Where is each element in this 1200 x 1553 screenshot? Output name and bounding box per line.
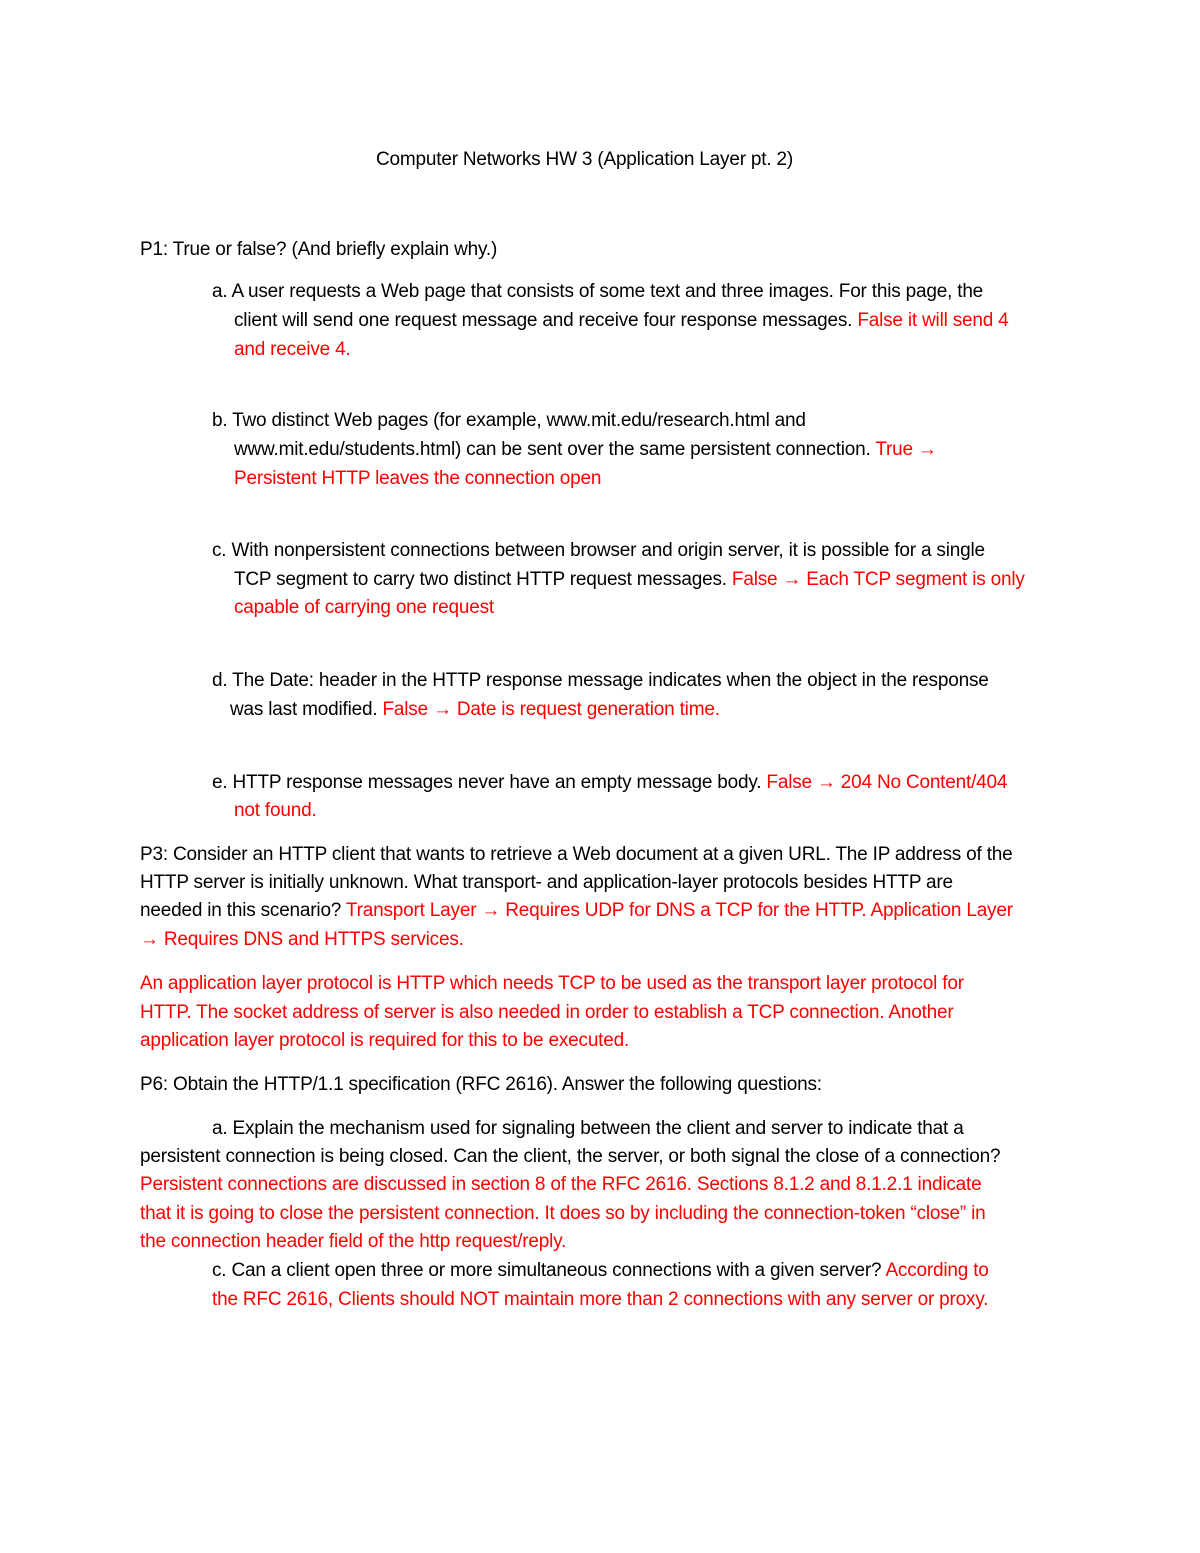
p3-answer-para-line3: application layer protocol is required for this to be executed. bbox=[140, 1030, 630, 1051]
p3-line4 bbox=[140, 928, 464, 952]
p3-line3 bbox=[140, 899, 1013, 923]
p1-d-question-text: was last modified. bbox=[230, 699, 383, 720]
p1-b-line2 bbox=[234, 438, 937, 462]
p6-a-line1: a. Explain the mechanism used for signaling between the client and server to indicate that a bbox=[212, 1118, 964, 1139]
p1-heading: P1: True or false? (And briefly explain why.) bbox=[140, 239, 498, 260]
p1-a-line1: a. A user requests a Web page that consists of some text and three images. For this page, the bbox=[212, 281, 984, 302]
arrow-icon: → bbox=[481, 900, 501, 921]
document-title: Computer Networks HW 3 (Application Layer pt. 2) bbox=[376, 149, 794, 170]
p1-e-question-text: e. HTTP response messages never have an empty message body. bbox=[212, 772, 767, 793]
p1-d-line1: d. The Date: header in the HTTP response message indicates when the object in the response bbox=[212, 670, 989, 691]
p1-d-answer-detail: Date is request generation time. bbox=[451, 699, 720, 720]
arrow-icon: → bbox=[432, 699, 452, 720]
p6-c-line2: the RFC 2616, Clients should NOT maintain more than 2 connections with any server or proxy. bbox=[212, 1289, 989, 1310]
p1-a-line2 bbox=[234, 309, 1009, 333]
p1-b-line3: Persistent HTTP leaves the connection open bbox=[234, 468, 602, 489]
p1-c-line2 bbox=[234, 568, 1025, 592]
arrow-icon: → bbox=[782, 569, 802, 590]
p6-heading: P6: Obtain the HTTP/1.1 specification (RFC 2616). Answer the following questions: bbox=[140, 1074, 822, 1095]
p6-c-answer: According to bbox=[885, 1260, 989, 1281]
p3-answer-para-line2: HTTP. The socket address of server is also needed in order to establish a TCP connection. Another bbox=[140, 1002, 954, 1023]
p1-c-line1: c. With nonpersistent connections between browser and origin server, it is possible for a single bbox=[212, 540, 985, 561]
p3-answer-detail: Requires UDP for DNS a TCP for the HTTP. Application Layer bbox=[500, 900, 1013, 921]
p1-c-answer-detail: Each TCP segment is only bbox=[801, 569, 1025, 590]
p1-c-question-text: TCP segment to carry two distinct HTTP request messages. bbox=[234, 569, 732, 590]
p6-c-line1 bbox=[212, 1259, 989, 1283]
p6-a-line3: Persistent connections are discussed in section 8 of the RFC 2616. Sections 8.1.2 and 8.1.2.1 indicate bbox=[140, 1174, 982, 1195]
p1-b-question-text: www.mit.edu/students.html) can be sent over the same persistent connection. bbox=[234, 439, 876, 460]
p1-e-line2: not found. bbox=[234, 800, 317, 821]
p1-b-line1: b. Two distinct Web pages (for example, www.mit.edu/research.html and bbox=[212, 410, 806, 431]
p1-d-answer: False bbox=[382, 699, 428, 720]
p1-a-answer: False it will send 4 bbox=[857, 310, 1009, 331]
arrow-icon: → bbox=[140, 929, 159, 950]
p3-answer-continued: Requires DNS and HTTPS services. bbox=[158, 929, 464, 950]
p1-c-answer: False bbox=[731, 569, 778, 590]
p1-a-line3: and receive 4. bbox=[234, 339, 351, 360]
p3-line2: HTTP server is initially unknown. What transport- and application-layer protocols besides HTTP are bbox=[140, 872, 953, 893]
p1-e-answer-detail: 204 No Content/404 bbox=[835, 772, 1008, 793]
p3-question-text: needed in this scenario? bbox=[140, 900, 346, 921]
p6-a-line2: persistent connection is being closed. Can the client, the server, or both signal the close of a connection? bbox=[140, 1146, 1001, 1167]
p6-a-line4: that it is going to close the persistent connection. It does so by including the connection-token “close” in bbox=[140, 1203, 986, 1224]
p3-answer-para-line1: An application layer protocol is HTTP which needs TCP to be used as the transport layer protocol for bbox=[140, 973, 964, 994]
p6-a-line5: the connection header field of the http request/reply. bbox=[140, 1231, 567, 1252]
p3-line1: P3: Consider an HTTP client that wants to retrieve a Web document at a given URL. The IP address of the bbox=[140, 844, 1013, 865]
p6-c-question-text: c. Can a client open three or more simultaneous connections with a given server? bbox=[212, 1260, 886, 1281]
p1-b-answer: True bbox=[875, 439, 913, 460]
arrow-icon: → bbox=[816, 772, 836, 793]
p1-d-line2 bbox=[230, 698, 720, 722]
p3-answer-label: Transport Layer bbox=[345, 900, 477, 921]
p1-a-question-text: client will send one request message and receive four response messages. bbox=[234, 310, 858, 331]
p1-e-answer: False bbox=[766, 772, 812, 793]
p1-c-line3: capable of carrying one request bbox=[234, 597, 494, 618]
arrow-icon: → bbox=[917, 439, 937, 460]
p1-e-line1 bbox=[212, 771, 1007, 795]
